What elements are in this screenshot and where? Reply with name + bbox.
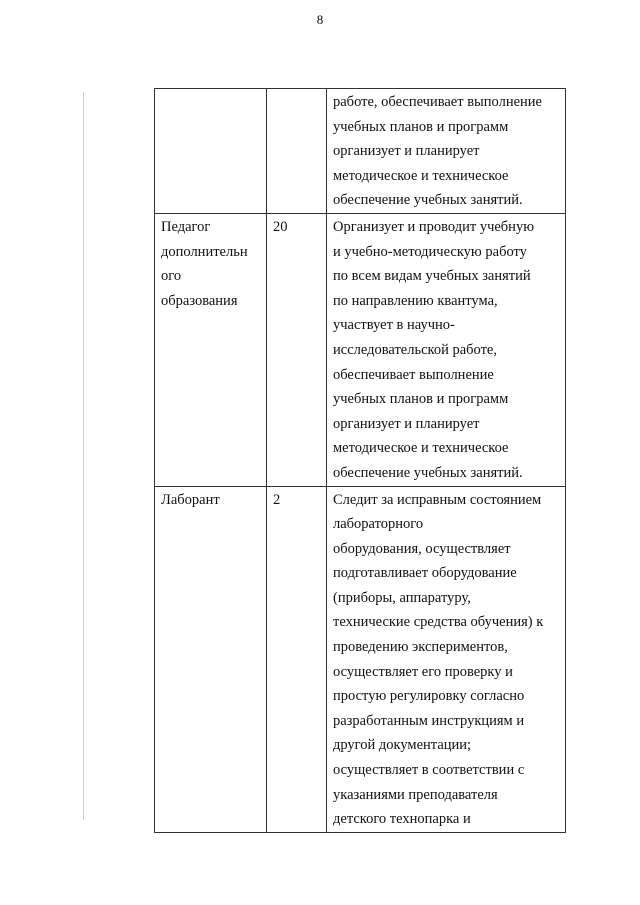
margin-line bbox=[83, 92, 84, 820]
count-cell bbox=[267, 213, 327, 486]
duties-cell bbox=[327, 213, 566, 486]
duties-line: обеспечение учебных занятий. bbox=[333, 192, 523, 209]
duties-line: осуществляет его проверку и bbox=[333, 663, 513, 680]
duties-line: по всем видам учебных занятий bbox=[333, 268, 531, 285]
duties-line: и учебно-методическую работу bbox=[333, 243, 527, 260]
duties-line: Организует и проводит учебную bbox=[333, 218, 535, 235]
page-number: 8 bbox=[316, 12, 324, 27]
duties-line: работе, обеспечивает выполнение bbox=[333, 94, 542, 110]
count-value: 20 bbox=[273, 218, 288, 235]
duties-line: учебных планов и программ bbox=[333, 391, 509, 408]
duties-line: подготавливает оборудование bbox=[333, 565, 517, 582]
duties-line: обеспечение учебных занятий. bbox=[333, 464, 523, 481]
table-row bbox=[155, 213, 566, 486]
duties-line: участвует в научно- bbox=[333, 317, 455, 334]
position-line: ого bbox=[161, 268, 182, 285]
duties-line: (приборы, аппаратуру, bbox=[333, 589, 471, 606]
duties-line: проведению экспериментов, bbox=[333, 639, 508, 656]
duties-cell bbox=[327, 89, 566, 214]
duties-line: детского технопарка и bbox=[333, 811, 471, 828]
position-cell bbox=[155, 213, 267, 486]
duties-line: другой документации; bbox=[333, 737, 472, 754]
duties-line: оборудования, осуществляет bbox=[333, 540, 511, 557]
duties-line: обеспечивает выполнение bbox=[333, 366, 494, 383]
duties-line: по направлению квантума, bbox=[333, 292, 498, 309]
duties-line: методическое и техническое bbox=[333, 167, 509, 184]
position-line: Педагог bbox=[161, 218, 211, 235]
duties-line: исследовательской работе, bbox=[333, 341, 497, 358]
duties-line: указаниями преподавателя bbox=[333, 786, 498, 803]
position-line: дополнительн bbox=[161, 243, 248, 260]
duties-line: разработанным инструкциям и bbox=[333, 712, 525, 729]
position-cell bbox=[155, 89, 267, 214]
duties-line: осуществляет в соответствии с bbox=[333, 762, 525, 779]
table-row bbox=[155, 486, 566, 832]
count-cell bbox=[267, 89, 327, 214]
duties-line: лабораторного bbox=[333, 516, 424, 533]
duties-line: простую регулировку согласно bbox=[333, 688, 525, 705]
position-line: образования bbox=[161, 292, 238, 309]
duties-line: учебных планов и программ bbox=[333, 118, 509, 135]
table-row bbox=[155, 89, 566, 214]
duties-line: организует и планирует bbox=[333, 415, 480, 432]
duties-line: технические средства обучения) к bbox=[333, 614, 544, 631]
count-cell bbox=[267, 486, 327, 832]
count-value: 2 bbox=[273, 491, 281, 508]
duties-line: организует и планирует bbox=[333, 143, 480, 160]
duties-line: Следит за исправным состоянием bbox=[333, 491, 542, 508]
duties-cell bbox=[327, 486, 566, 832]
duties-line: методическое и техническое bbox=[333, 440, 509, 457]
position-cell bbox=[155, 486, 267, 832]
staff-table bbox=[154, 88, 566, 833]
position-line: Лаборант bbox=[161, 491, 220, 508]
